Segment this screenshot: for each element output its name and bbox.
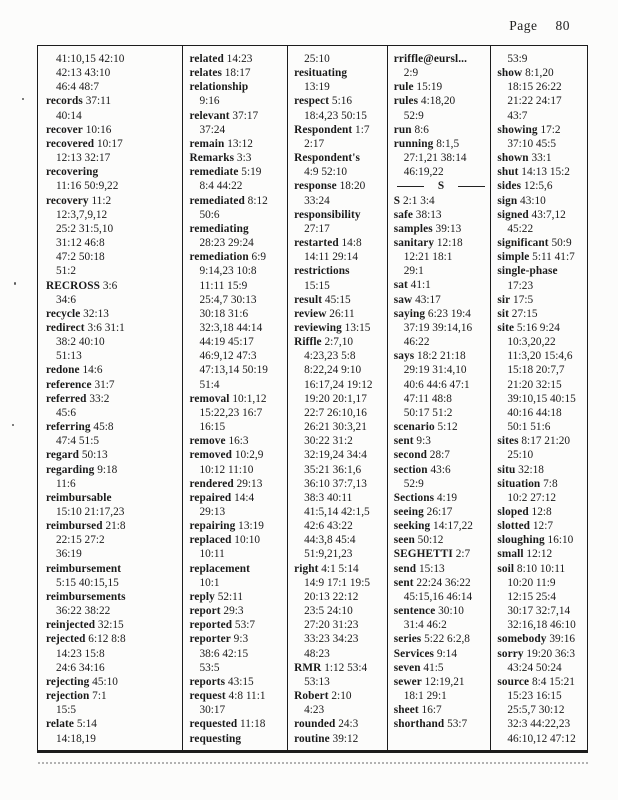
index-entry-continuation: 53:13 [304,675,330,688]
index-entry-continuation: 31:12 46:8 [56,237,105,250]
index-entry: redirect 3:6 31:1 [46,321,125,334]
index-entry-continuation: 27:1,21 38:14 [403,152,467,165]
section-divider: S [394,179,489,193]
index-entry: response 18:20 [294,180,366,193]
index-entry-continuation: 15:10 21:17,23 [56,506,125,518]
index-entry: removal 10:1,12 [189,392,267,405]
index-entry-continuation: 11:16 50:9,22 [56,180,119,193]
index-entry: Remarks 3:3 [189,152,252,165]
index-entry: small 12:12 [497,548,553,561]
index-entry-continuation: 47:2 50:18 [56,251,105,264]
index-entry-continuation: 14:9 17:1 19:5 [304,576,370,589]
index-entry-continuation: 47:4 51:5 [56,435,99,448]
index-entry-continuation: 16:17,24 19:12 [304,378,373,391]
index-entry: signed 43:7,12 [497,208,566,221]
index-entry-continuation: 42:6 43:22 [304,520,353,533]
index-entry-continuation: 50:1 51:6 [507,421,551,434]
index-entry-continuation: 33:23 34:23 [304,633,359,646]
index-entry: replaced 10:10 [189,534,261,547]
index-entry: replacement [189,562,250,575]
index-entry: samples 39:13 [393,222,462,235]
index-entry-continuation: 11:6 [56,477,76,490]
index-entry-continuation: 52:9 [403,477,424,490]
index-entry-continuation: 17:23 [507,279,534,292]
index-entry: sit 27:15 [497,307,538,320]
index-entry: result 45:15 [294,293,351,306]
index-entry: sat 41:1 [393,279,431,292]
index-entry-continuation: 40:6 44:6 47:1 [403,378,470,391]
index-entry: seeing 26:17 [393,505,453,518]
index-entry: rriffle@eursl... [393,53,468,65]
index-entry-continuation: 47:11 48:8 [403,392,452,405]
index-entry-continuation: 36:10 37:7,13 [304,477,367,490]
index-entry: shorthand 53:7 [393,718,468,731]
index-entry-continuation: 10:1 [199,576,220,589]
index-entry: Respondent 1:7 [294,123,370,136]
index-entry-continuation: 45:6 [56,406,77,419]
index-entry-continuation: 46:19,22 [403,166,444,179]
index-entry: relate 5:14 [46,718,97,731]
index-entry: situation 7:8 [497,477,558,490]
index-entry: showing 17:2 [497,123,561,136]
index-column-2 [183,46,288,750]
index-entry-continuation: 46:4 48:7 [56,81,99,94]
index-entry: Riffle 2:7,10 [294,336,354,349]
index-entry: remediation 6:9 [189,251,266,264]
index-entry: single-phase [497,265,558,278]
index-entry: simple 5:11 41:7 [497,251,575,264]
index-entry-continuation: 27:17 [304,222,330,235]
index-entry: remove 16:3 [189,435,249,448]
index-entry-continuation: 25:4,7 30:13 [199,293,257,306]
index-entry: source 8:4 15:21 [497,675,575,688]
index-entry-continuation: 43:7 [507,109,528,122]
index-entry: regarding 9:18 [46,463,118,476]
index-entry-continuation: 35:21 36:1,6 [304,463,362,476]
scan-speck [14,282,16,285]
index-column-5 [491,46,587,750]
index-entry-continuation: 24:6 34:16 [56,661,105,674]
index-entry-continuation: 4:9 52:10 [304,166,348,179]
index-entry-continuation: 53:9 [507,53,528,65]
index-entry-continuation: 8:22,24 9:10 [304,364,362,377]
index-entry-continuation: 32:3 44:22,23 [507,718,571,731]
index-entry: restarted 14:8 [294,237,362,250]
index-entry-continuation: 28:23 29:24 [199,237,254,250]
index-entry: reimbursed 21:8 [46,520,126,533]
index-entry: show 8:1,20 [497,67,554,80]
index-entry-continuation: 43:24 50:24 [507,661,562,674]
index-entry-continuation: 38:2 40:10 [56,336,105,349]
scan-edge-line [38,762,588,764]
index-entry-continuation: 10:20 11:9 [507,576,556,589]
index-entry-continuation: 15:15 [304,279,330,292]
index-entry: reviewing 13:15 [294,321,371,334]
index-entry-continuation: 41:5,14 42:1,5 [304,506,370,518]
index-entry-continuation: 50:17 51:2 [403,406,453,419]
index-entry-continuation: 18:1 29:1 [403,690,447,703]
index-entry-continuation: 32:19,24 34:4 [304,449,367,462]
index-entry-continuation: 45:15,16 46:14 [403,590,473,603]
index-entry-continuation: 10:11 [199,548,225,561]
index-entry: removed 10:2,9 [189,449,264,462]
index-entry-continuation: 29:19 31:4,10 [403,364,467,377]
index-entry: somebody 39:16 [497,633,576,646]
index-entry-continuation: 36:22 38:22 [56,605,111,618]
index-entry-continuation: 4:23 [304,704,325,717]
index-entry: sides 12:5,6 [497,180,553,193]
index-entry-continuation: 37:10 45:5 [507,137,556,150]
index-entry: reply 52:11 [189,590,244,603]
index-entry: sorry 19:20 36:3 [497,647,576,660]
index-entry-continuation: 37:24 [199,123,226,136]
index-entry: Services 9:14 [393,647,457,660]
index-entry: sign 43:10 [497,194,546,207]
index-entry: redone 14:6 [46,364,103,377]
index-entry-continuation: 21:20 32:15 [507,378,562,391]
index-entry-continuation: 29:1 [403,265,424,278]
index-entry: sanitary 12:18 [393,237,463,250]
index-entry-continuation: 2:9 [403,67,419,80]
index-entry-continuation: 40:16 44:18 [507,406,562,419]
index-entry-continuation: 53:5 [199,661,220,674]
index-entry-continuation: 42:13 43:10 [56,67,111,80]
index-entry: reporter 9:3 [189,633,249,646]
index-column-4 [388,46,492,750]
index-entry-continuation: 14:23 15:8 [56,647,105,660]
index-entry: seeking 14:17,22 [393,520,473,533]
index-entry: SEGHETTI 2:7 [393,548,471,561]
index-entry: report 29:3 [189,605,244,618]
index-entry-continuation: 47:13,14 50:19 [199,364,268,377]
index-entry-continuation: 30:18 31:6 [199,307,249,320]
index-entry: relationship [189,81,249,94]
index-entry: sent 9:3 [393,435,431,448]
index-entry: sentence 30:10 [393,605,464,618]
index-entry-continuation: 13:19 [304,81,330,94]
index-entry-continuation: 14:18,19 [56,732,96,745]
index-entry: relates 18:17 [189,67,251,80]
index-entry: related 14:23 [189,53,253,65]
index-entry-continuation: 31:4 46:2 [403,619,447,632]
index-entry: remediating [189,222,249,235]
index-entry-continuation: 44:3,8 45:4 [304,534,356,547]
index-entry: reimbursable [46,491,112,504]
index-entry: referring 45:8 [46,421,114,434]
index-entry: sent 22:24 36:22 [393,576,471,589]
index-entry: reported 53:7 [189,619,256,632]
index-entry-continuation: 10:12 11:10 [199,463,254,476]
index-entry: send 15:13 [393,562,445,575]
index-entry: rule 15:19 [393,81,443,94]
index-entry-continuation: 19:20 20:1,17 [304,392,367,405]
index-entry-continuation: 15:22,23 16:7 [199,406,263,419]
index-entry: rejection 7:1 [46,690,107,703]
index-entry: requested 11:18 [189,718,266,731]
index-entry-continuation: 51:2 [56,265,77,278]
index-entry-continuation: 46:9,12 47:3 [199,350,257,363]
index-entry-continuation: 30:22 31:2 [304,435,353,448]
index-entry: shut 14:13 15:2 [497,166,570,179]
index-entry: seen 50:12 [393,534,444,547]
index-entry: saying 6:23 19:4 [393,307,471,320]
index-entry-continuation: 12:21 18:1 [403,251,453,264]
index-entry: recycle 32:13 [46,307,109,320]
index-entry: rejected 6:12 8:8 [46,633,126,646]
index-entry-continuation: 41:10,15 42:10 [56,53,125,65]
index-entry-continuation: 12:13 32:17 [56,152,111,165]
index-entry-continuation: 23:5 24:10 [304,605,353,618]
page-number-value: 80 [555,18,570,33]
index-entry-continuation: 20:13 22:12 [304,590,359,603]
index-entry-continuation: 10:2 27:12 [507,491,556,504]
index-entry: recovery 11:2 [46,194,112,207]
index-entry: responsibility [294,208,361,221]
index-entry-continuation: 46:22 [403,336,430,349]
index-entry: safe 38:13 [393,208,442,221]
index-entry: reinjected 32:15 [46,619,124,632]
index-entry-continuation: 51:13 [56,350,82,363]
index-entry-continuation: 11:11 15:9 [199,279,248,292]
index-entry-continuation: 12:15 25:4 [507,590,556,603]
index-entry-continuation: 21:22 24:17 [507,95,562,108]
index-entry: Sections 4:19 [393,491,457,504]
index-table [37,45,588,753]
index-entry-continuation: 15:23 16:15 [507,690,562,703]
index-entry-continuation: 29:13 [199,506,226,518]
index-entry: site 5:16 9:24 [497,321,560,334]
index-entry: remediated 8:12 [189,194,268,207]
index-entry: recovering [46,166,99,179]
index-entry-continuation: 30:17 32:7,14 [507,605,571,618]
index-entry: repaired 14:4 [189,491,255,504]
index-entry-continuation: 25:5,7 30:12 [507,704,565,717]
index-entry-continuation: 37:19 39:14,16 [403,321,473,334]
index-entry-continuation: 25:10 [507,449,534,462]
index-entry: sloughing 16:10 [497,534,574,547]
index-entry: records 37:11 [46,95,112,108]
index-entry-continuation: 50:6 [199,208,220,221]
index-entry-continuation: 14:11 29:14 [304,251,358,264]
index-entry: sir 17:5 [497,293,534,306]
index-entry: run 8:6 [393,123,429,136]
index-entry-continuation: 10:3,20,22 [507,336,556,349]
index-entry: situ 32:18 [497,463,544,476]
index-entry-continuation: 36:19 [56,548,82,561]
index-entry: Robert 2:10 [294,690,352,703]
index-entry: sheet 16:7 [393,704,442,717]
index-entry-continuation: 2:17 [304,137,325,150]
index-entry-continuation: 22:7 26:10,16 [304,406,367,419]
index-entry-continuation: 18:4,23 50:15 [304,109,367,122]
index-entry-continuation: 51:4 [199,378,220,391]
index-entry: rejecting 45:10 [46,675,118,688]
index-entry-continuation: 40:14 [56,109,82,122]
index-entry: review 26:11 [294,307,355,320]
index-entry: respect 5:16 [294,95,353,108]
index-entry-continuation: 32:16,18 46:10 [507,619,576,632]
index-entry-continuation: 27:20 31:23 [304,619,359,632]
index-entry: sites 8:17 21:20 [497,435,571,448]
index-entry: requesting [189,732,242,745]
scan-speck [22,98,24,100]
index-entry: reports 43:15 [189,675,254,688]
scan-speck [12,424,14,426]
index-entry: recover 10:16 [46,123,112,136]
index-entry-continuation: 46:10,12 47:12 [507,732,576,745]
index-entry: remain 13:12 [189,137,253,150]
index-entry-continuation: 4:23,23 5:8 [304,350,356,363]
index-entry: rules 4:18,20 [393,95,456,108]
index-entry: RMR 1:12 53:4 [294,661,368,674]
index-entry-continuation: 9:14,23 10:8 [199,265,257,278]
index-entry-continuation: 12:3,7,9,12 [56,208,108,221]
index-entry: S 2:1 3:4 [393,194,435,207]
index-entry-continuation: 33:24 [304,194,330,207]
index-entry: referred 33:2 [46,392,110,405]
index-column-1 [38,46,183,750]
index-entry-continuation: 26:21 30:3,21 [304,421,367,434]
index-entry-continuation: 44:19 45:17 [199,336,254,349]
index-entry: repairing 13:19 [189,520,264,533]
index-entry: significant 50:9 [497,237,572,250]
index-column-3 [288,46,388,750]
index-entry: resituating [294,67,348,80]
index-entry-continuation: 38:3 40:11 [304,491,353,504]
index-entry: reimbursement [46,562,122,575]
index-entry-continuation: 9:16 [199,95,220,108]
index-entry: relevant 37:17 [189,109,259,122]
index-entry-continuation: 22:15 27:2 [56,534,105,547]
index-entry-continuation: 38:6 42:15 [199,647,249,660]
index-entry-continuation: 11:3,20 15:4,6 [507,350,573,363]
index-entry: running 8:1,5 [393,137,460,150]
index-entry-continuation: 48:23 [304,647,330,660]
index-entry: rendered 29:13 [189,477,263,490]
index-entry: Respondent's [294,152,360,165]
index-entry: sewer 12:19,21 [393,675,465,688]
index-entry: sloped 12:8 [497,506,552,518]
index-entry-continuation: 52:9 [403,109,424,122]
index-entry: scenario 5:12 [393,421,458,434]
index-entry: says 18:2 21:18 [393,350,466,363]
index-entry-continuation: 16:15 [199,421,226,434]
index-entry: RECROSS 3:6 [46,279,118,292]
index-entry: remediate 5:19 [189,166,262,179]
index-entry: series 5:22 6:2,8 [393,633,470,646]
index-entry: shown 33:1 [497,152,552,165]
index-entry: section 43:6 [393,463,451,476]
index-entry-continuation: 18:15 26:22 [507,81,562,94]
index-entry-continuation: 32:3,18 44:14 [199,321,263,334]
index-entry-continuation: 8:4 44:22 [199,180,243,193]
index-entry-continuation: 15:5 [56,704,77,717]
index-entry-continuation: 51:9,21,23 [304,548,353,561]
index-entry: soil 8:10 10:11 [497,562,566,575]
index-entry-continuation: 30:17 [199,704,226,717]
index-entry: reimbursements [46,590,126,603]
page-number [509,18,570,34]
index-entry: rounded 24:3 [294,718,359,731]
index-entry-continuation: 25:2 31:5,10 [56,222,114,235]
index-entry: recovered 10:17 [46,137,123,150]
index-entry: right 4:1 5:14 [294,562,359,575]
index-entry: routine 39:12 [294,732,359,745]
index-entry-continuation: 15:18 20:7,7 [507,364,565,377]
index-entry-continuation: 39:10,15 40:15 [507,392,576,405]
index-entry: saw 43:17 [393,293,441,306]
index-entry: reference 31:7 [46,378,115,391]
index-entry: regard 50:13 [46,449,108,462]
page-number-label: Page [509,18,538,33]
index-entry-continuation: 25:10 [304,53,330,65]
index-entry: request 4:8 11:1 [189,690,266,703]
index-entry-continuation: 34:6 [56,293,77,306]
index-entry-continuation: 45:22 [507,222,534,235]
index-entry: restrictions [294,265,350,278]
index-entry: seven 41:5 [393,661,444,674]
index-entry: second 28:7 [393,449,450,462]
index-entry: slotted 12:7 [497,520,553,533]
index-entry-continuation: 5:15 40:15,15 [56,576,119,589]
